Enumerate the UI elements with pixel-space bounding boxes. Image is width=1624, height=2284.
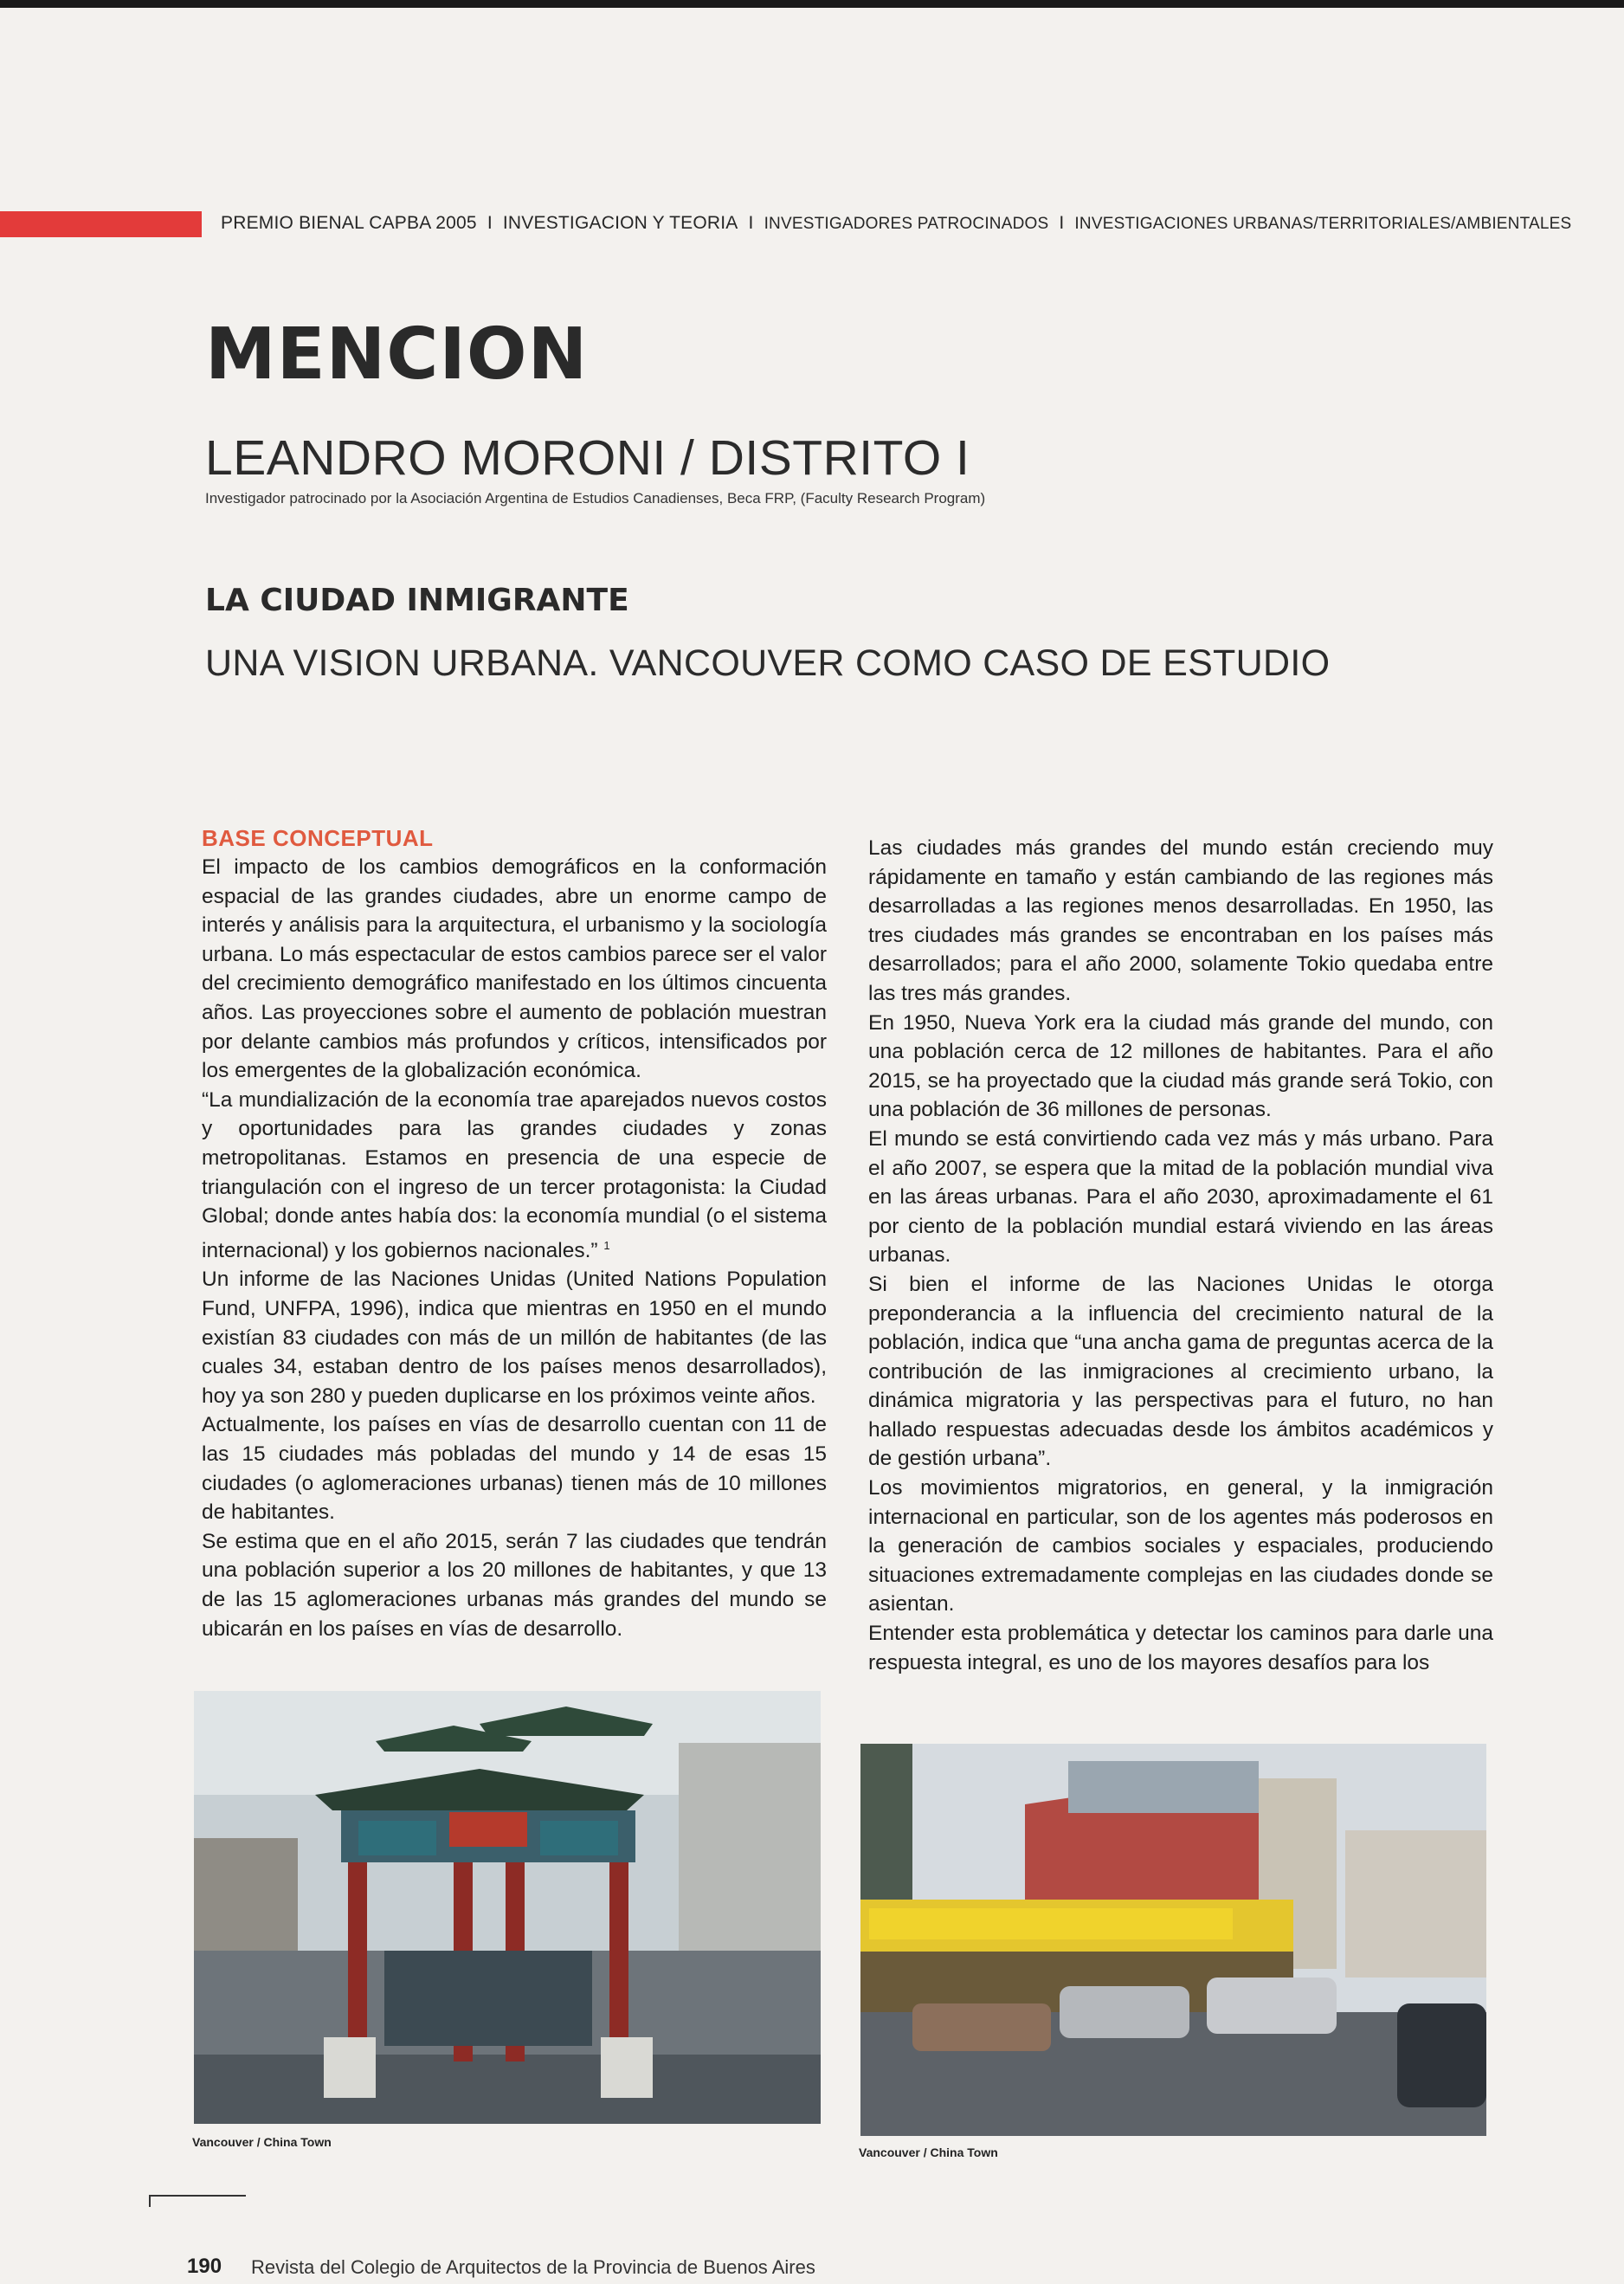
page-number: 190 <box>187 2255 222 2278</box>
paragraph: El impacto de los cambios demográficos en la conformación espacial de las grandes ciudades, abre un enorme campo de interés y análisis para la arquitectura, el urbanismo y la sociología urbana. Lo más espectacular de estos cambios parece ser el valor del crecimiento demográfico manifestado en los últimos cincuenta años. Las proyecciones sobre el aumento de población muestran por delante cambios más profundos y críticos, intensificados por los emergentes de la globalización económica. <box>202 855 827 1083</box>
footer-rule <box>149 2195 246 2197</box>
text-column-left <box>202 823 827 1643</box>
paragraph: En 1950, Nueva York era la ciudad más grande del mundo, con una población cerca de 12 millones de habitantes. Para el año 2015, se ha proyectado que la ciudad más grande será Tokio, con una población de 36 millones de personas. <box>868 1010 1493 1122</box>
footer-rule-tick <box>149 2195 151 2207</box>
paragraph: Entender esta problemática y detectar los caminos para darle una respuesta integral, es uno de los mayores desafíos para los <box>868 1622 1493 1674</box>
paragraph: Se estima que en el año 2015, serán 7 las ciudades que tendrán una población superior a los 20 millones de habitantes, y que 13 de las 15 aglomeraciones urbanas más grandes del mundo se ubicarán en los países en vías de desarrollo. <box>202 1529 827 1641</box>
article-subtitle: UNA VISION URBANA. VANCOUVER COMO CASO DE ESTUDIO <box>205 642 1331 684</box>
quote-text: “La mundialización de la economía trae aparejados nuevos costos y oportunidades para las grandes ciudades y zonas metropolitanas. Estamos en presencia de una especie de triangulación con el ingreso de un tercer protagonista: la Ciudad Global; donde antes había dos: la economía mundial (o el sistema internacional) y los gobiernos nacionales.” <box>202 1087 827 1262</box>
section-heading: BASE CONCEPTUAL <box>202 825 434 851</box>
top-edge-rule <box>0 0 1624 8</box>
figure-caption: Vancouver / China Town <box>192 2135 332 2149</box>
sponsor-note: Investigador patrocinado por la Asociación Argentina de Estudios Canadienses, Beca FRP, (Faculty Research Program) <box>205 490 986 506</box>
breadcrumb-item: INVESTIGACION Y TEORIA <box>502 213 738 233</box>
breadcrumb-item: INVESTIGADORES PATROCINADOS <box>764 215 1049 233</box>
journal-name: Revista del Colegio de Arquitectos de la Provincia de Buenos Aires <box>251 2256 815 2278</box>
accent-bar <box>0 211 202 237</box>
breadcrumb-item: PREMIO BIENAL CAPBA 2005 <box>221 213 477 233</box>
breadcrumb-separator: I <box>748 213 754 233</box>
photo-chinatown-gate <box>194 1691 821 2124</box>
paragraph: El mundo se está convirtiendo cada vez más y más urbano. Para el año 2007, se espera que la mitad de la población mundial viva en las áreas urbanas. Para el año 2030, aproximadamente el 61 por ciento de la población mundial estará viviendo en las áreas urbanas. <box>868 1126 1493 1268</box>
photo-chinatown-street <box>860 1744 1486 2136</box>
paragraph: Si bien el informe de las Naciones Unidas le otorga preponderancia a la influencia del crecimiento natural de la población, indica que “una ancha gama de preguntas acerca de la contribución de las inmigraciones al crecimiento urbano, la dinámica migratoria y las perspectivas para el futuro, no han hallado respuestas adecuadas desde los ámbitos académicos y de gestión urbana”. <box>868 1272 1493 1471</box>
paragraph: Las ciudades más grandes del mundo están creciendo muy rápidamente en tamaño y están cambiando de las regiones más desarrolladas a las regiones menos desarrolladas. En 1950, las tres ciudades más grandes se encontraban en los países más desarrollados; para el año 2000, solamente Tokio quedaba entre las tres más grandes. <box>868 836 1493 1005</box>
author-district: LEANDRO MORONI / DISTRITO I <box>205 430 970 486</box>
paragraph: Un informe de las Naciones Unidas (United Nations Population Fund, UNFPA, 1996), indica que mientras en 1950 en el mundo existían 83 ciudades con más de un millón de habitantes (de las cuales 34, estaban dentro de los países menos desarrollados), hoy ya son 280 y pueden duplicarse en los próximos veinte años. <box>202 1268 827 1408</box>
paragraph <box>202 1086 827 1266</box>
section-breadcrumb <box>221 213 1571 234</box>
paragraph: Los movimientos migratorios, en general, y la inmigración internacional en particular, son de los agentes más poderosos en la generación de cambios sociales y espaciales, produciendo situaciones extremadamente complejas en las ciudades donde se asientan. <box>868 1476 1493 1616</box>
breadcrumb-item: INVESTIGACIONES URBANAS/TERRITORIALES/AMBIENTALES <box>1074 215 1572 233</box>
figure-caption: Vancouver / China Town <box>859 2145 998 2159</box>
award-title: MENCION <box>205 313 589 396</box>
footnote-marker: 1 <box>603 1238 610 1252</box>
text-column-right <box>868 834 1493 1677</box>
breadcrumb-separator: I <box>487 213 493 233</box>
breadcrumb-separator: I <box>1059 213 1065 233</box>
paragraph: Actualmente, los países en vías de desarrollo cuentan con 11 de las 15 ciudades más pobladas del mundo y 14 de esas 15 ciudades (o aglomeraciones urbanas) tienen más de 10 millones de habitantes. <box>202 1413 827 1525</box>
article-title: LA CIUDAD INMIGRANTE <box>205 583 629 618</box>
